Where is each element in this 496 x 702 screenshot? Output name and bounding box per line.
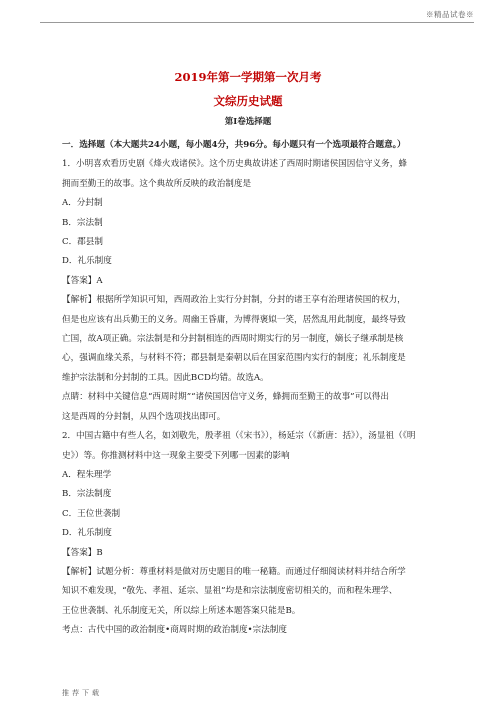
instructions: 一．选择题（本大题共24小题，每小题4分，共96分。每小题只有一个选项最符合题意。） [62,140,406,150]
q1-option-c: C．郡县制 [62,237,103,248]
exam-subtitle: 文综历史试题 [213,94,283,108]
q2-analysis-line-2: 知识不难发现，“敬先、孝祖、延宗、显祖”均是和宗法制度密切相关的，而和程朱理学、 [62,586,398,597]
q1-answer: 【答案】A [62,275,103,286]
q1-analysis-line-3: 亡国，故A项正确。宗法制是和分封制相连的西周时期实行的另一制度，嫡长子继承制是核 [62,334,404,345]
q2-stem-line-1: 2．中国古籍中有些人名，如刘敬先，殷孝祖（《宋书》），杨延宗（《新唐：括》），汤显祖（《明 [62,431,416,442]
q1-analysis-line-2: 但是也应该有出兵勤王的义务。周幽王昏庸，为博得褒姒一笑，居然乱用此制度，最终导致 [62,314,406,325]
q2-option-c: C．王位世袭制 [62,508,121,519]
q1-stem-line-2: 拥而至勤王的故事。这个典故所反映的政治制度是 [62,178,252,189]
q2-option-d: D．礼乐制度 [62,528,112,539]
header-divider [40,22,474,23]
q1-comment-line-1: 点睛：材料中关键信息“西周时期”“诸侯国因信守义务，蜂拥而至勤王的故事”可以得出 [62,392,389,403]
q1-option-b: B．宗法制 [62,217,103,228]
section-title: 第Ⅰ卷选择题 [224,117,272,127]
q2-analysis-line-3: 王位世袭制、礼乐制度无关，所以综上所述本题答案只能是B。 [62,605,301,616]
q1-analysis-line-4: 心，强调血缘关系，与材料不符；郡县制是秦朝以后在国家范围内实行的制度；礼乐制度是 [62,353,406,364]
q1-option-a: A．分封制 [62,198,103,209]
q2-point: 考点：古代中国的政治制度•商周时期的政治制度•宗法制度 [62,625,287,636]
q2-option-a: A．程朱理学 [62,469,112,480]
exam-title: 2019年第一学期第一次月考 [174,70,322,84]
header-label: ※精品试卷※ [426,10,474,19]
q1-analysis-line-5: 维护宗法制和分封制的工具。因此BCD均错。故选A。 [62,372,269,383]
q2-analysis-line-1: 【解析】试题分析：尊重材料是做对历史题目的唯一秘籍。而通过仔细阅读材料并结合所学 [62,566,406,577]
document-body [62,136,444,641]
q2-stem-line-2: 史》）等。你推测材料中这一现象主要受下列哪一因素的影响 [62,450,290,461]
q2-option-b: B．宗法制度 [62,489,112,500]
q1-comment-line-2: 这是西周的分封制，从四个选项找出即可。 [62,411,226,422]
q1-analysis-line-1: 【解析】根据所学知识可知，西周政治上实行分封制，分封的诸王享有治理诸侯国的权力， [62,295,406,306]
q2-answer: 【答案】B [62,547,103,558]
footer-label: 推荐下载 [62,689,102,697]
q1-stem-line-1: 1．小明喜欢看历史剧《烽火戏诸侯》。这个历史典故讲述了西周时期诸侯国因信守义务，蜂 [62,159,407,170]
q1-option-d: D．礼乐制度 [62,256,112,267]
